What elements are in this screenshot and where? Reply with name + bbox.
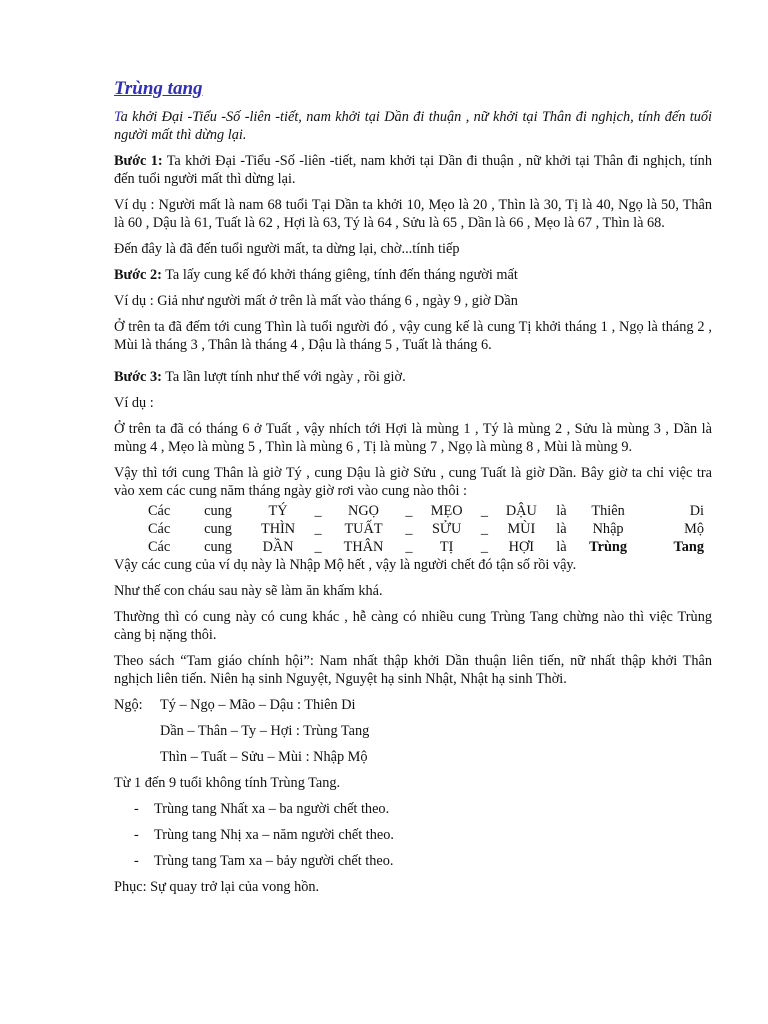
palace-cell: HỢI bbox=[508, 539, 535, 555]
example1-paragraph: Ví dụ : Người mất là nam 68 tuổi Tại Dần ta khởi 10, Mẹo là 20 , Thìn là 30, Tị là 40, Ngọ là 50, Thân là 60 , Dậu là 61, Tuất là 62 , Hợi là 63, Tý là 64 , Sửu là 65 , Dần là 66 , Mẹo là 67 , Thìn là 68. bbox=[114, 197, 712, 231]
step1-paragraph bbox=[114, 152, 712, 188]
page-title: Trùng tang bbox=[114, 78, 203, 99]
ngo-label: Ngộ: bbox=[114, 697, 143, 713]
table-row bbox=[148, 502, 704, 520]
document-page bbox=[114, 78, 712, 904]
step3-text: Ta lần lượt tính như thế với ngày , rồi giờ. bbox=[161, 369, 406, 385]
palace-cell: _ bbox=[480, 503, 488, 519]
ngo-line: Dần – Thân – Ty – Hợi : Trùng Tang bbox=[160, 723, 370, 739]
bullet-dash: - bbox=[134, 827, 139, 843]
phuc-paragraph: Phục: Sự quay trở lại của vong hồn. bbox=[114, 879, 320, 895]
palace-cell: _ bbox=[314, 539, 322, 555]
palace-cell: Các bbox=[148, 539, 171, 555]
palace-cell: DẬU bbox=[505, 503, 537, 519]
palace-cell: _ bbox=[480, 539, 488, 555]
palace-cell: Các bbox=[148, 521, 171, 537]
step3-paragraph bbox=[114, 368, 712, 386]
step3-label: Bước 3: bbox=[114, 369, 162, 385]
palace-cell: Nhập bbox=[592, 521, 624, 537]
palace-cell: cung bbox=[204, 503, 232, 519]
bullet-dash: - bbox=[134, 853, 139, 869]
palace-cell: _ bbox=[314, 503, 322, 519]
palace-cell: Trùng bbox=[589, 539, 628, 555]
palace-cell: TÝ bbox=[268, 503, 288, 519]
day-count-paragraph: Ở trên ta đã có tháng 6 ở Tuất , vậy nhích tới Hợi là mùng 1 , Tý là mùng 2 , Sửu là mùng 3 , Dần là mùng 4 , Mẹo là mùng 5 , Thìn là mùng 6 , Tị là mùng 7 , Ngọ là mùng 8 , Mùi là mùng 9. bbox=[114, 421, 712, 455]
palace-table bbox=[148, 502, 704, 556]
palace-cell: DẦN bbox=[262, 539, 294, 555]
ngo-block bbox=[114, 696, 712, 714]
palace-cell: THÌN bbox=[260, 521, 296, 537]
palace-cell: Các bbox=[148, 503, 171, 519]
ngo-line: Tý – Ngọ – Mão – Dậu : Thiên Di bbox=[160, 697, 356, 713]
palace-cell: _ bbox=[405, 521, 413, 537]
palace-cell: Tang bbox=[673, 539, 704, 555]
multiple-palace-paragraph: Thường thì có cung này có cung khác , hễ càng có nhiều cung Trùng Tang chừng nào thì việc Trùng càng bị nặng thôi. bbox=[114, 609, 712, 643]
palace-cell: là bbox=[556, 503, 567, 519]
step1-text: Ta khởi Đại -Tiểu -Số -liên -tiết, nam khởi tại Dần đi thuận , nữ khởi tại Thân đi nghịch, tính đến tuổi người mất thì dừng lại. bbox=[114, 153, 712, 187]
palace-cell: _ bbox=[405, 503, 413, 519]
palace-cell: NGỌ bbox=[348, 503, 380, 519]
list-item-text: Trùng tang Nhất xa – ba người chết theo. bbox=[154, 801, 390, 817]
bullet-dash: - bbox=[134, 801, 139, 817]
list-item bbox=[114, 852, 712, 870]
palace-cell: _ bbox=[405, 539, 413, 555]
age-note-paragraph: Từ 1 đến 9 tuổi không tính Trùng Tang. bbox=[114, 775, 341, 791]
palace-cell: SỬU bbox=[431, 521, 462, 537]
stop-paragraph: Đến đây là đã đến tuổi người mất, ta dừng lại, chờ...tính tiếp bbox=[114, 241, 460, 257]
intro-text: a khởi Đại -Tiểu -Số -liên -tiết, nam khởi tại Dần đi thuận , nữ khởi tại Thân đi nghịch, tính đến tuổi người mất thì dừng lại. bbox=[114, 109, 712, 143]
palace-cell: MÙI bbox=[507, 521, 536, 537]
example2-paragraph: Ví dụ : Giả như người mất ở trên là mất vào tháng 6 , ngày 9 , giờ Dần bbox=[114, 293, 518, 309]
step1-label: Bước 1: bbox=[114, 153, 163, 169]
list-item bbox=[114, 826, 712, 844]
table-row bbox=[148, 538, 704, 556]
prosperity-paragraph: Như thế con cháu sau này sẽ làm ăn khấm khá. bbox=[114, 583, 383, 599]
intro-first-letter: T bbox=[114, 109, 121, 125]
palace-cell: _ bbox=[480, 521, 488, 537]
palace-cell: THÂN bbox=[343, 539, 384, 555]
example3-paragraph: Ví dụ : bbox=[114, 395, 154, 411]
conclusion-paragraph: Vậy các cung của ví dụ này là Nhập Mộ hết , vậy là người chết đó tận số rồi vậy. bbox=[114, 557, 577, 573]
intro-paragraph bbox=[114, 108, 712, 144]
table-row bbox=[148, 520, 704, 538]
palace-cell: Di bbox=[689, 503, 704, 519]
palace-cell: _ bbox=[314, 521, 322, 537]
book-quote-paragraph: Theo sách “Tam giáo chính hội”: Nam nhất thập khởi Dần thuận liên tiến, nữ nhất thập khởi Thân nghịch liên tiến. Niên hạ sinh Nguyệt, Nguyệt hạ sinh Nhật, Nhật hạ sinh Thời. bbox=[114, 653, 712, 687]
step2-label: Bước 2: bbox=[114, 267, 162, 283]
palace-cell: TUẤT bbox=[344, 521, 383, 537]
hour-count-paragraph: Vậy thì tới cung Thân là giờ Tý , cung Dậu là giờ Sửu , cung Tuất là giờ Dần. Bây giờ ta chỉ việc tra vào xem các cung năm tháng ngày giờ rơi vào cung nào thôi : bbox=[114, 465, 712, 499]
step2-paragraph bbox=[114, 266, 712, 284]
palace-cell: cung bbox=[204, 539, 232, 555]
list-item-text: Trùng tang Nhị xa – năm người chết theo. bbox=[154, 827, 394, 843]
palace-cell: Mộ bbox=[684, 521, 704, 537]
month-count-paragraph: Ở trên ta đã đếm tới cung Thìn là tuổi người đó , vậy cung kế là cung Tị khởi tháng 1 , Ngọ là tháng 2 , Mùi là tháng 3 , Thân là tháng 4 , Dậu là tháng 5 , Tuất là tháng 6. bbox=[114, 319, 712, 353]
palace-cell: cung bbox=[204, 521, 232, 537]
ngo-line: Thìn – Tuất – Sửu – Mùi : Nhập Mộ bbox=[160, 749, 368, 765]
palace-cell: MẸO bbox=[430, 503, 463, 519]
list-item bbox=[114, 800, 712, 818]
palace-cell: TỊ bbox=[439, 539, 454, 555]
list-item-text: Trùng tang Tam xa – bảy người chết theo. bbox=[154, 853, 394, 869]
palace-cell: Thiên bbox=[591, 503, 625, 519]
palace-cell: là bbox=[556, 539, 567, 555]
step2-text: Ta lấy cung kế đó khởi tháng giêng, tính đến tháng người mất bbox=[161, 267, 518, 283]
palace-cell: là bbox=[556, 521, 567, 537]
